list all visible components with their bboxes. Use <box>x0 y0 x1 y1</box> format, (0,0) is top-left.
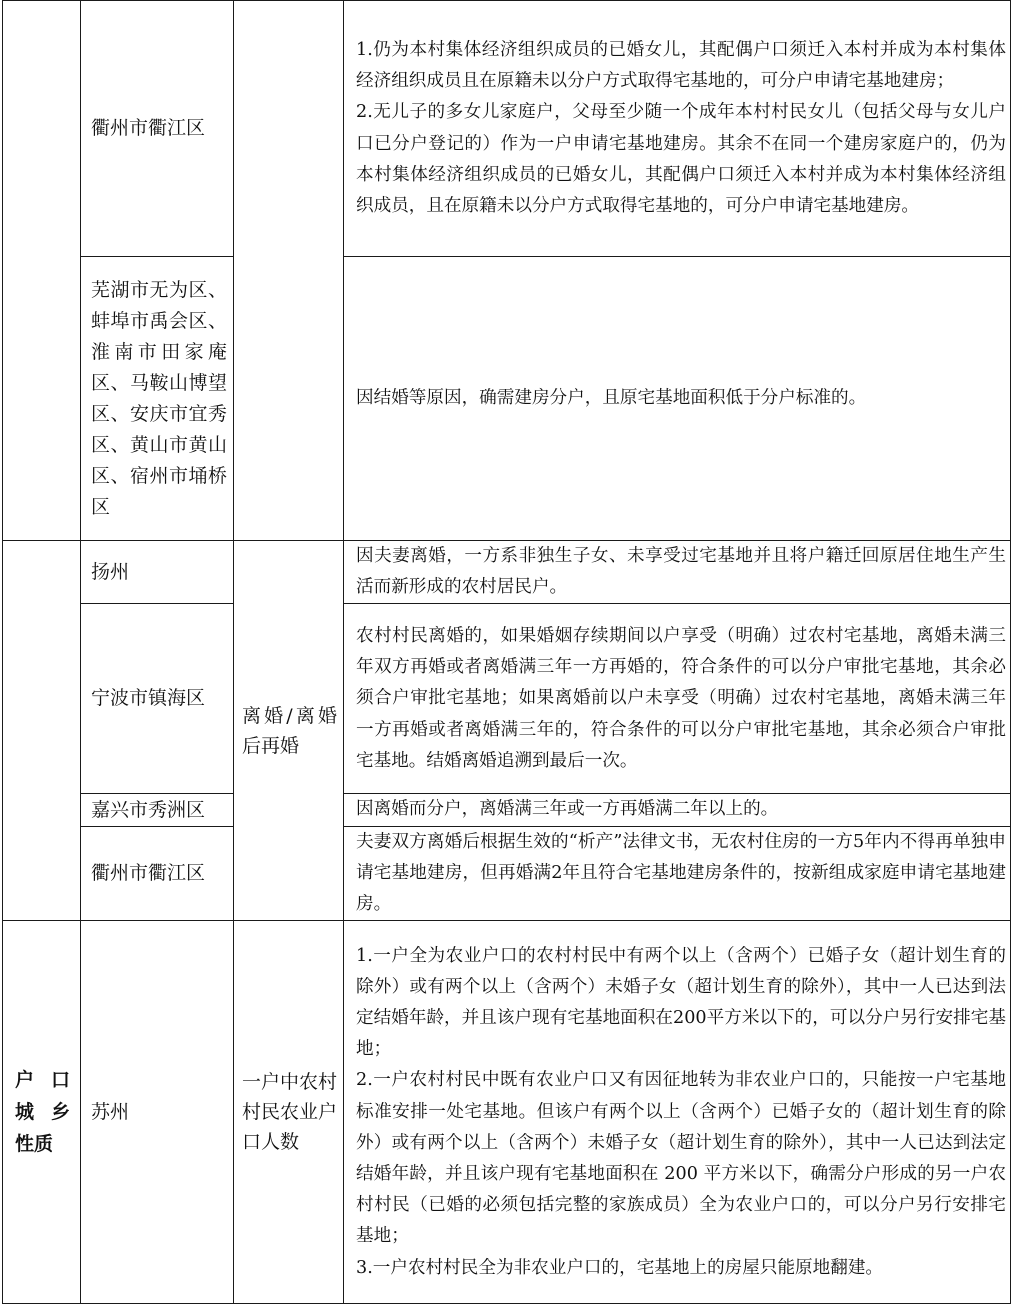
condition-cell <box>234 921 344 1304</box>
category-label: 户口城乡性质 <box>15 1069 70 1156</box>
homestead-policy-table <box>2 0 1011 1304</box>
description-text: 农村村民离婚的，如果婚姻存续期间以户享受（明确）过农村宅基地，离婚未满三年双方再婚或者离婚满三年一方再婚的，符合条件的可以分户审批宅基地，其余必须合户审批宅基地；如果离婚前以户未享受（明确）过农村宅基地，离婚未满三年一方再婚或者离婚满三年的，符合条件的可以分户审批宅基地，其余必须合户审批宅基地。结婚离婚追溯到最后一次。 <box>356 625 1006 771</box>
region-name: 扬州 <box>91 560 130 583</box>
condition-cell-blank <box>234 1 344 541</box>
region-name: 宁波市镇海区 <box>91 687 206 710</box>
description-item: 1.仍为本村集体经济组织成员的已婚女儿，其配偶户口须迁入本村并成为本村集体经济组织成员且在原籍未以分户方式取得宅基地的，可分户申请宅基地建房； <box>356 39 1006 92</box>
category-cell <box>3 921 81 1304</box>
table-row <box>3 541 1011 604</box>
description-item: 3.一户农村村民全为非农业户口的，宅基地上的房屋只能原地翻建。 <box>356 1257 884 1278</box>
description-text: 因夫妻离婚，一方系非独生子女、未享受过宅基地并且将户籍迁回原居住地生产生活而新形成的农村居民户。 <box>356 546 1006 598</box>
condition-cell <box>234 541 344 921</box>
description-cell <box>344 257 1011 541</box>
category-cell-blank <box>3 1 81 541</box>
description-text: 因离婚而分户，离婚满三年或一方再婚满二年以上的。 <box>356 799 779 820</box>
description-item: 2.一户农村村民中既有农业户口又有因征地转为非农业户口的，只能按一户宅基地标准安排一处宅基地。但该户有两个以上（含两个）已婚子女的（超计划生育的除外）或有两个以上（含两个）未婚子女（超计划生育的除外），其中一人已达到法定结婚年龄，并且该户现有宅基地面积在 200 平方米以下，确需分户形成的另一户农村村民（已婚的必须包括完整的家族成员）全为农业户口的，可以分户另行安排宅基地； <box>356 1070 1006 1247</box>
region-cell <box>81 604 234 794</box>
condition-label: 离婚/离婚后再婚 <box>242 704 337 757</box>
description-text: 因结婚等原因，确需建房分户，且原宅基地面积低于分户标准的。 <box>356 387 867 408</box>
table-row <box>3 257 1011 541</box>
region-name: 苏州 <box>91 1100 130 1123</box>
table-row <box>3 1 1011 257</box>
table-row <box>3 921 1011 1304</box>
region-cell <box>81 541 234 604</box>
region-cell <box>81 794 234 826</box>
region-cell <box>81 257 234 541</box>
description-cell <box>344 541 1011 604</box>
description-text: 夫妻双方离婚后根据生效的“析产”法律文书，无农村住房的一方5年内不得再单独申请宅基地建房，但再婚满2年且符合宅基地建房条件的，按新组成家庭申请宅基地建房。 <box>356 831 1006 915</box>
table-row <box>3 604 1011 794</box>
description-cell <box>344 794 1011 826</box>
condition-label: 一户中农村村民农业户口人数 <box>242 1071 338 1154</box>
description-cell <box>344 604 1011 794</box>
description-cell <box>344 1 1011 257</box>
region-cell <box>81 1 234 257</box>
description-item: 1.一户全为农业户口的农村村民中有两个以上（含两个）已婚子女（超计划生育的除外）或有两个以上（含两个）未婚子女（超计划生育的除外），其中一人已达到法定结婚年龄，并且该户现有宅基地面积在200平方米以下的，可以分户另行安排宅基地； <box>356 945 1006 1060</box>
description-cell <box>344 921 1011 1304</box>
region-name: 嘉兴市秀洲区 <box>91 798 206 821</box>
region-name: 衢州市衢江区 <box>91 861 206 884</box>
table-row <box>3 794 1011 826</box>
description-cell <box>344 826 1011 921</box>
region-cell <box>81 921 234 1304</box>
category-cell-blank <box>3 541 81 921</box>
region-name: 芜湖市无为区、蚌埠市禹会区、淮南市田家庵区、马鞍山博望区、安庆市宜秀区、黄山市黄山区、宿州市埇桥区 <box>91 278 227 518</box>
description-item: 2.无儿子的多女儿家庭户，父母至少随一个成年本村村民女儿（包括父母与女儿户口已分户登记的）作为一户申请宅基地建房。其余不在同一个建房家庭户的，仍为本村集体经济组织成员的已婚女儿，其配偶户口须迁入本村并成为本村集体经济组织成员，且在原籍未以分户方式取得宅基地的，可分户申请宅基地建房。 <box>356 102 1006 216</box>
region-name: 衢州市衢江区 <box>91 117 206 139</box>
table-row <box>3 826 1011 921</box>
region-cell <box>81 826 234 921</box>
